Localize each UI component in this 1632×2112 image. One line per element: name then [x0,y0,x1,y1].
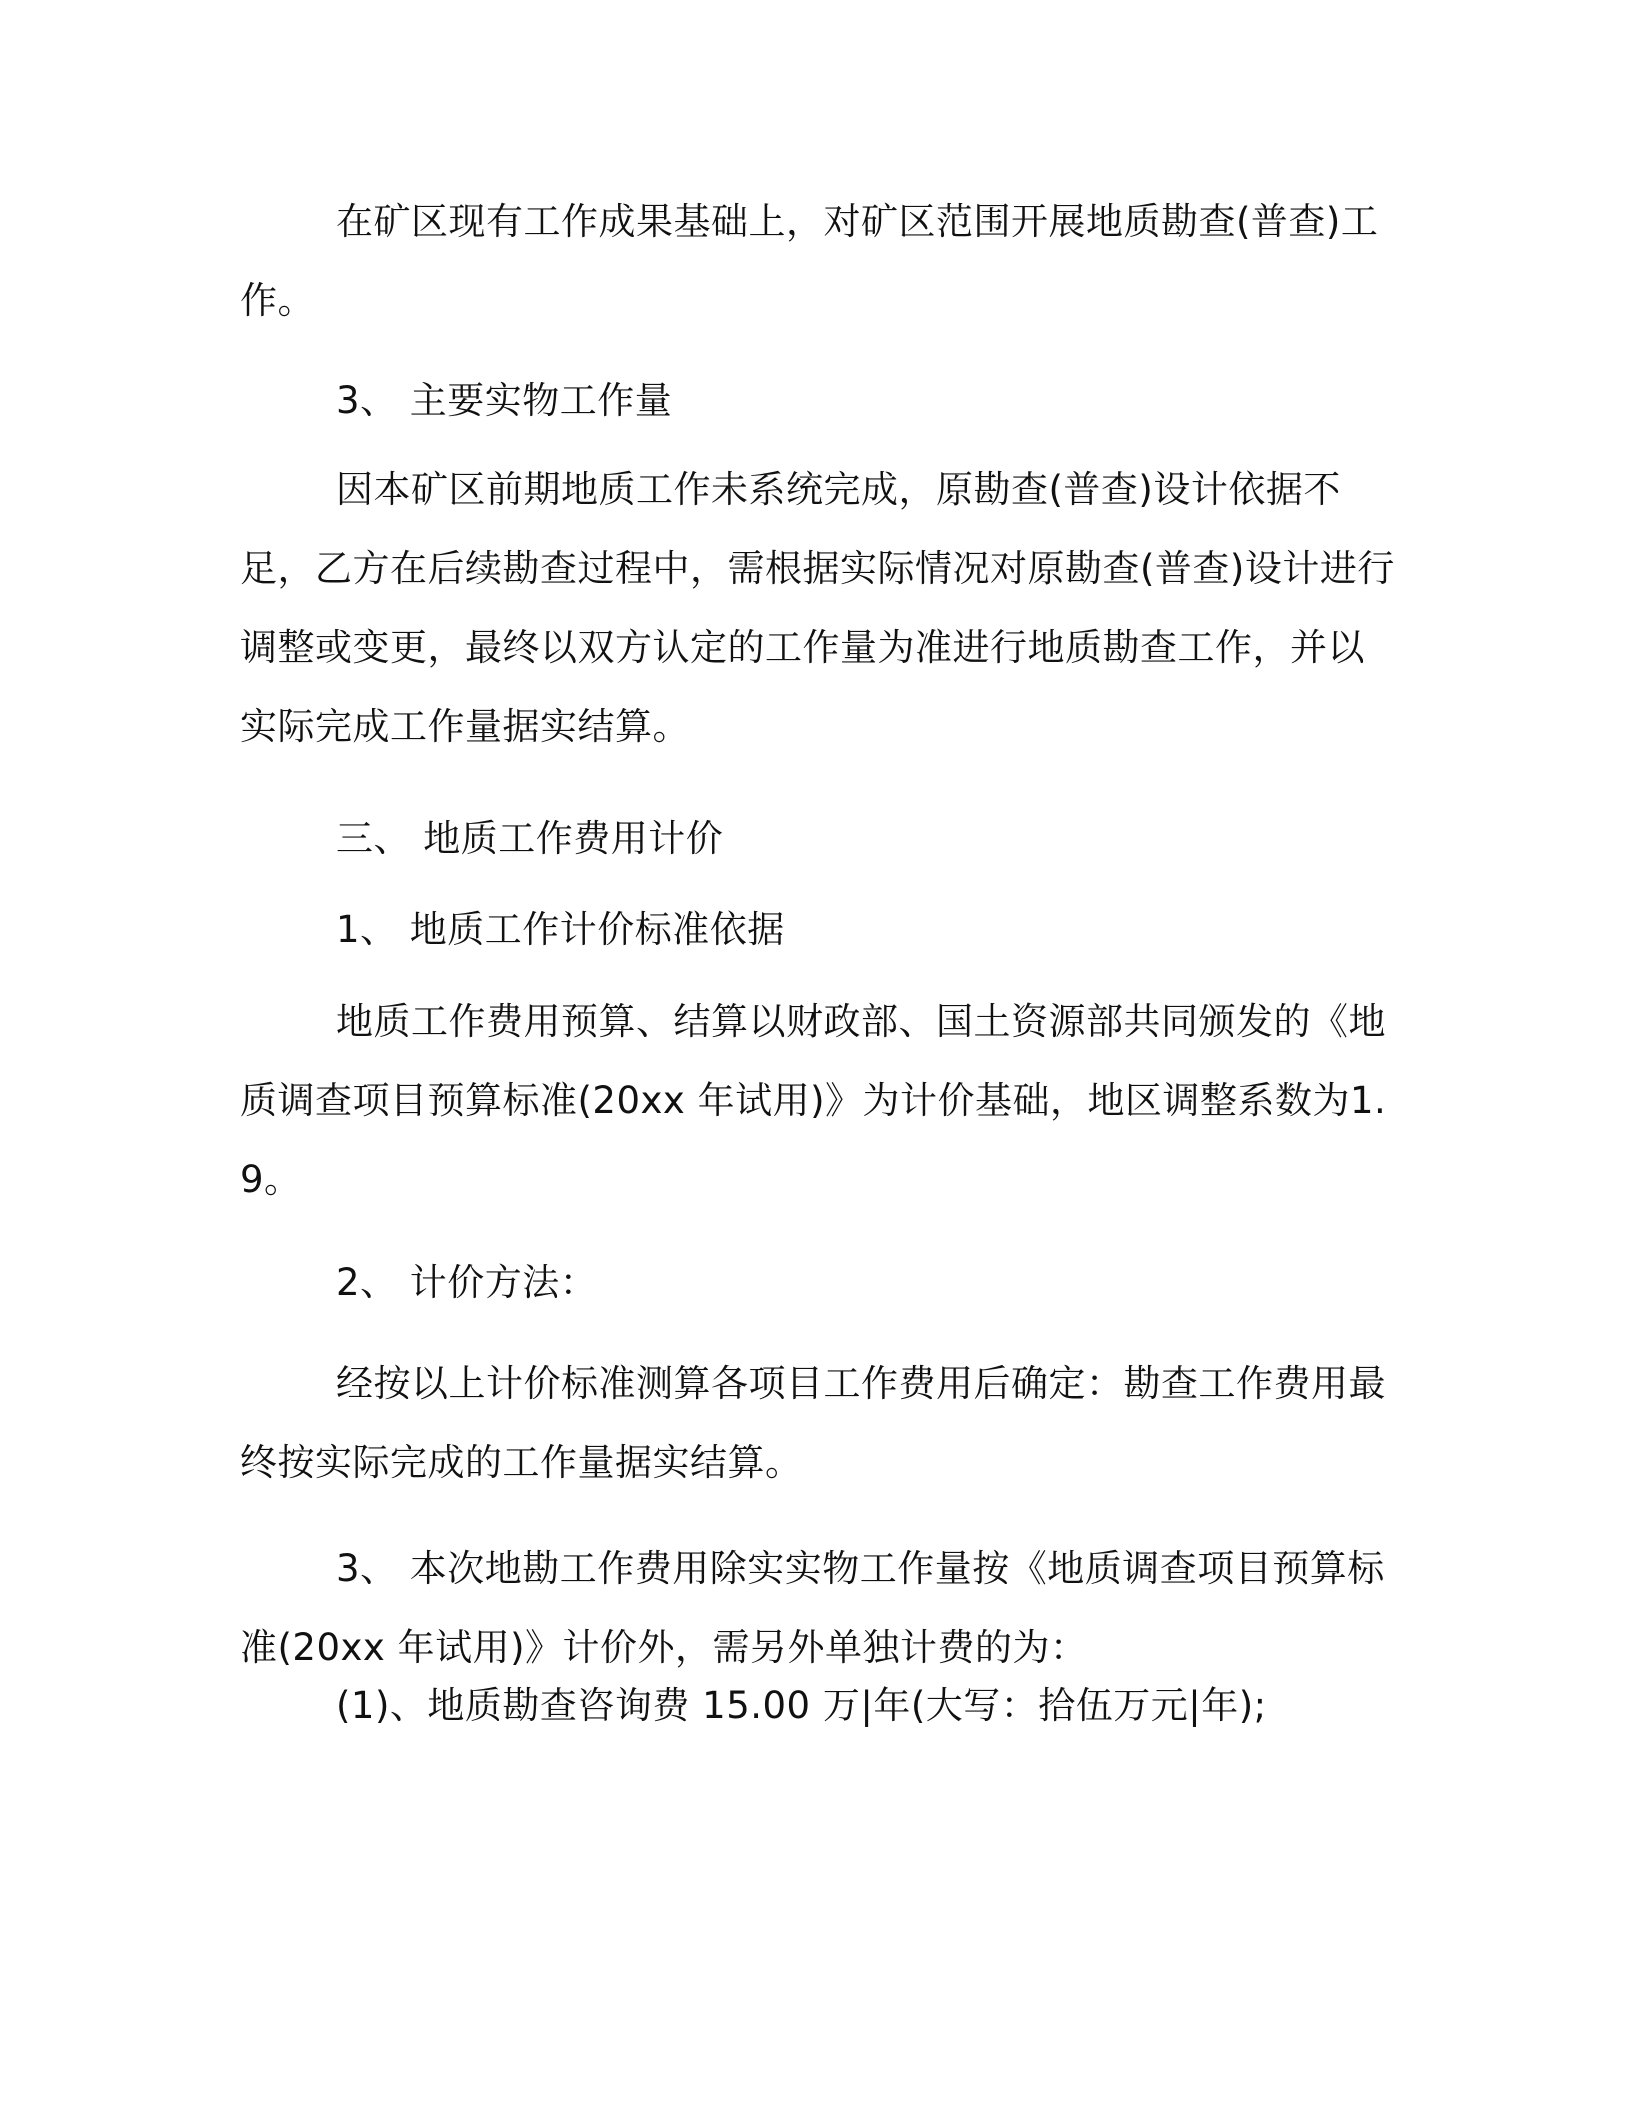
subheading-pricing-basis: 1、 地质工作计价标准依据 [336,908,785,951]
subheading-pricing-method: 2、 计价方法： [336,1261,598,1304]
body-paragraph-pricing-basis: 地质工作费用预算、结算以财政部、国土资源部共同颁发的《地质调查项目预算标准(20xx 年试用)》为计价基础，地区调整系数为1.9。 [240,1000,1387,1201]
body-paragraph-pricing-method: 经按以上计价标准测算各项目工作费用后确定：勘查工作费用最终按实际完成的工作量据实结算。 [240,1362,1386,1484]
body-paragraph-workload: 因本矿区前期地质工作未系统完成，原勘查(普查)设计依据不足，乙方在后续勘查过程中，需根据实际情况对原勘查(普查)设计进行调整或变更，最终以双方认定的工作量为准进行地质勘查工作，并以实际完成工作量据实结算。 [240,468,1395,748]
section-heading-fee-pricing: 三、 地质工作费用计价 [336,817,724,860]
body-paragraph-extra-fees: 3、 本次地勘工作费用除实实物工作量按《地质调查项目预算标准(20xx 年试用)》计价外，需另外单独计费的为： [240,1547,1385,1669]
body-paragraph-scope: 在矿区现有工作成果基础上，对矿区范围开展地质勘查(普查)工作。 [240,200,1379,322]
subheading-physical-workload: 3、 主要实物工作量 [336,379,673,422]
list-item-consulting-fee: (1)、地质勘查咨询费 15.00 万|年(大写：拾伍万元|年); [336,1684,1267,1727]
